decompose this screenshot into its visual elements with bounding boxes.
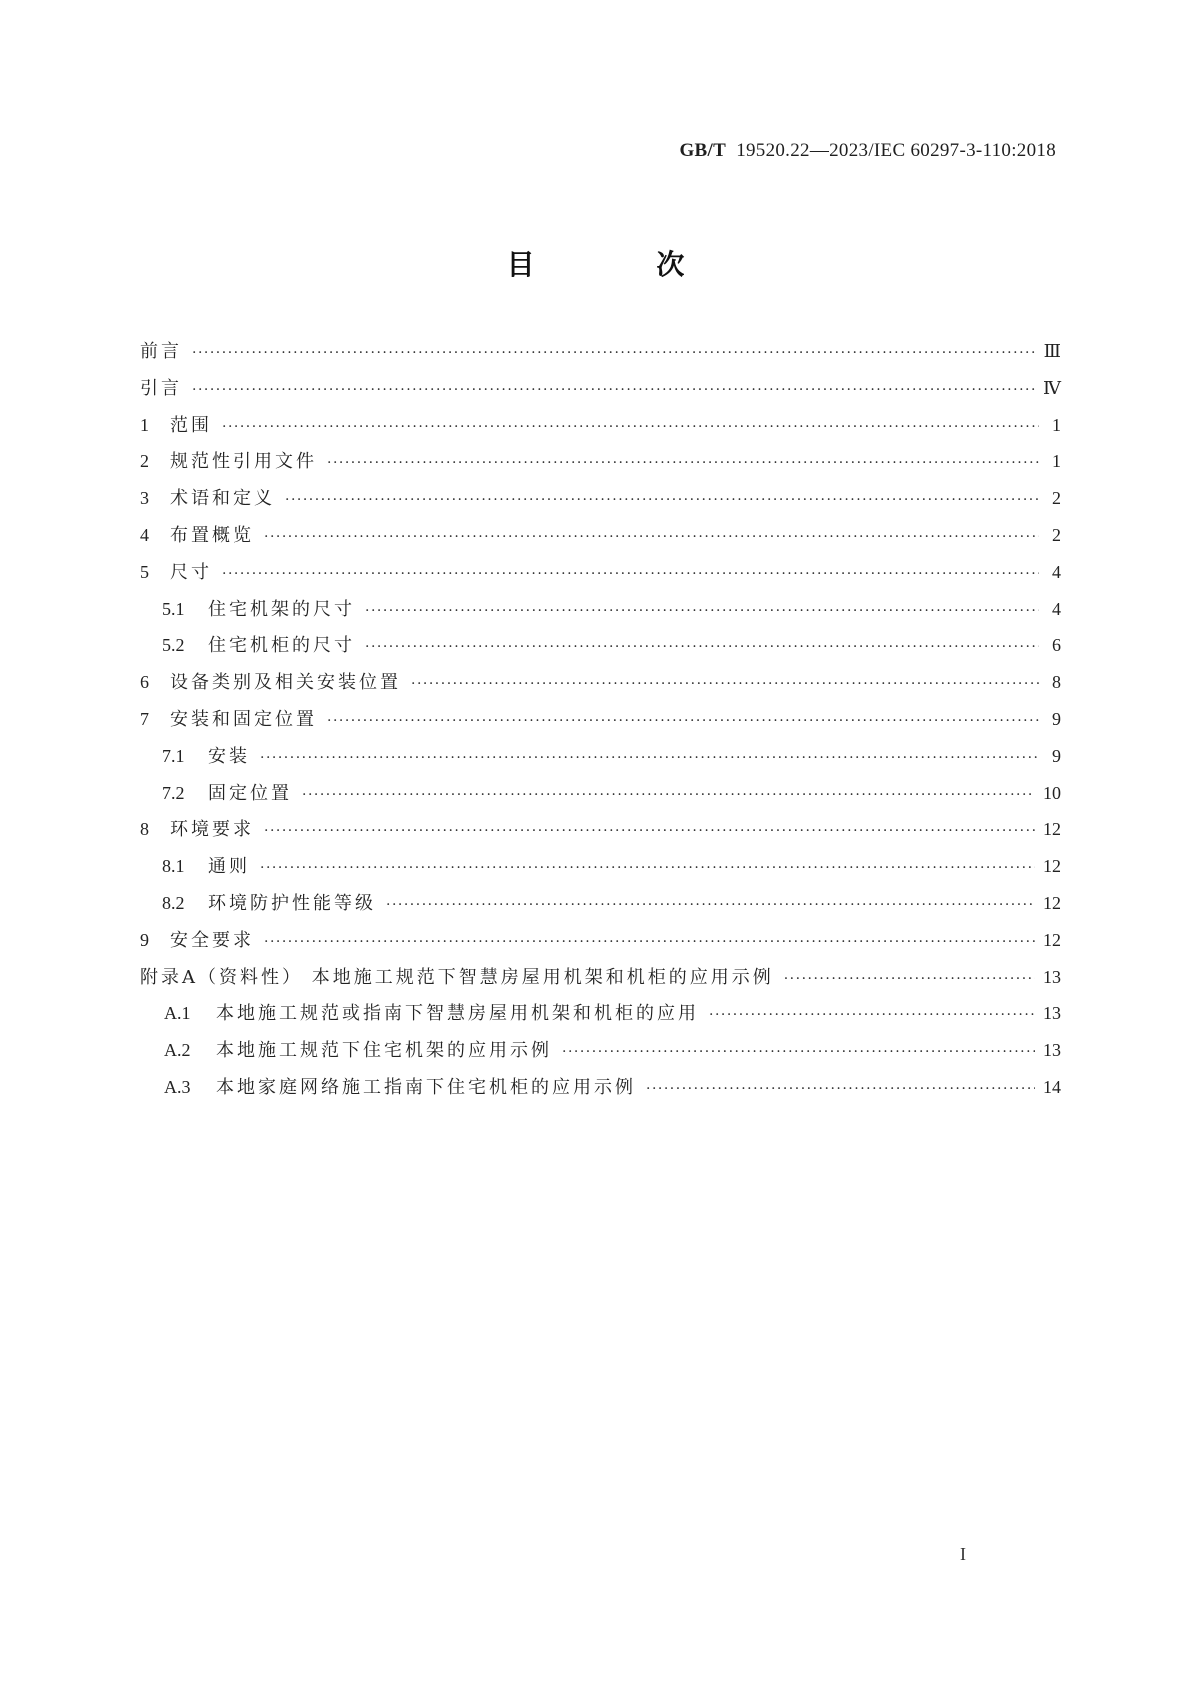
toc-entry-label: 引言 — [140, 377, 182, 399]
toc-entry-number: 7.1 — [162, 745, 185, 766]
toc-entry[interactable] — [140, 1076, 1061, 1113]
toc-entry-number: A.3 — [164, 1076, 191, 1097]
page-number: I — [960, 1544, 966, 1564]
toc-dot-leader — [327, 710, 1039, 732]
toc-entry-number: 8.1 — [162, 856, 185, 877]
toc-entry[interactable] — [140, 929, 1061, 966]
toc-entry[interactable] — [140, 782, 1061, 819]
toc-dot-leader — [285, 489, 1039, 511]
toc-dot-leader — [192, 342, 1036, 364]
toc-entry[interactable] — [140, 818, 1061, 855]
toc-dot-leader — [264, 931, 1035, 953]
toc-entry-label: 术语和定义 — [170, 488, 275, 510]
toc-entry[interactable] — [140, 745, 1061, 782]
toc-entry-page: 13 — [1043, 1040, 1061, 1061]
toc-entry[interactable] — [140, 487, 1061, 524]
toc-entry[interactable] — [140, 855, 1061, 892]
toc-entry-number: 8 — [140, 819, 149, 840]
toc-dot-leader — [386, 894, 1035, 916]
toc-entry[interactable] — [140, 1039, 1061, 1076]
toc-entry-page: 10 — [1043, 782, 1061, 803]
document-header — [679, 140, 1056, 162]
toc-entry-label: 范围 — [170, 414, 212, 436]
toc-entry[interactable] — [140, 1002, 1061, 1039]
toc-entry-label: 本地施工规范或指南下智慧房屋用机架和机柜的应用 — [216, 1003, 699, 1025]
toc-entry[interactable] — [140, 598, 1061, 635]
toc-entry-label: 前言 — [140, 341, 182, 362]
toc-dot-leader — [264, 820, 1035, 842]
toc-entry-page: 6 — [1052, 635, 1061, 656]
toc-entry-label: 安装 — [208, 745, 250, 767]
page-title: 目 次 — [506, 248, 741, 281]
toc-entry-number: 7 — [140, 708, 149, 729]
toc-entry-number: 2 — [140, 451, 149, 472]
toc-entry-label: 本地家庭网络施工指南下住宅机柜的应用示例 — [216, 1076, 636, 1098]
toc-entry-page: 2 — [1052, 488, 1061, 509]
toc-dot-leader — [646, 1078, 1035, 1100]
toc-dot-leader — [365, 636, 1039, 658]
toc-entry-label: 安全要求 — [170, 929, 254, 951]
toc-dot-leader — [411, 673, 1039, 695]
toc-entry-number: 5.2 — [162, 635, 185, 656]
toc-entry-label: 尺寸 — [170, 561, 212, 583]
toc-entry[interactable] — [140, 708, 1061, 745]
toc-entry[interactable] — [140, 892, 1061, 929]
toc-entry[interactable] — [140, 377, 1061, 414]
toc-entry-number: 3 — [140, 488, 149, 509]
toc-entry[interactable] — [140, 414, 1061, 451]
toc-entry-page: Ⅳ — [1043, 377, 1061, 398]
toc-entry-number: 5.1 — [162, 598, 185, 619]
toc-entry-label: 附录A（资料性） 本地施工规范下智慧房屋用机架和机柜的应用示例 — [140, 966, 774, 988]
toc-entry[interactable] — [140, 450, 1061, 487]
toc-entry-label: 设备类别及相关安装位置 — [170, 672, 401, 694]
toc-entry-label: 规范性引用文件 — [170, 451, 317, 473]
toc-dot-leader — [302, 784, 1035, 806]
toc-dot-leader — [260, 857, 1035, 879]
toc-entry-page: 12 — [1043, 892, 1061, 913]
toc-entry-label: 布置概览 — [170, 524, 254, 546]
toc-dot-leader — [192, 379, 1035, 401]
toc-entry-number: A.2 — [164, 1040, 191, 1061]
toc-dot-leader — [784, 968, 1035, 990]
toc-entry-page: 13 — [1043, 1003, 1061, 1024]
toc-entry-page: 4 — [1052, 598, 1061, 619]
toc-entry-label: 固定位置 — [208, 782, 292, 804]
toc-entry-page: 12 — [1043, 819, 1061, 840]
toc-entry-label: 住宅机柜的尺寸 — [208, 635, 355, 657]
toc-entry-label: 住宅机架的尺寸 — [208, 598, 355, 620]
toc-entry-number: A.1 — [164, 1003, 191, 1024]
toc-dot-leader — [260, 747, 1039, 769]
toc-entry-label: 环境防护性能等级 — [208, 892, 376, 914]
toc-entry-label: 本地施工规范下住宅机架的应用示例 — [216, 1040, 552, 1062]
toc-entry-page: 13 — [1043, 966, 1061, 987]
toc-entry-page: 4 — [1052, 561, 1061, 582]
toc-entry-number: 6 — [140, 672, 149, 693]
toc-entry-page: 14 — [1043, 1076, 1061, 1097]
toc-dot-leader — [709, 1004, 1035, 1026]
toc-entry-page: Ⅲ — [1043, 341, 1061, 361]
toc-dot-leader — [327, 452, 1039, 474]
toc-entry-page: 1 — [1052, 414, 1061, 435]
toc-entry-page: 8 — [1052, 672, 1061, 693]
toc-entry-page: 1 — [1052, 451, 1061, 472]
toc-entry-number: 7.2 — [162, 782, 185, 803]
toc-entry[interactable] — [140, 340, 1061, 377]
toc-entry-number: 9 — [140, 929, 149, 950]
standard-code: 19520.22—2023/IEC 60297-3-110:2018 — [736, 140, 1056, 161]
toc-entry[interactable] — [140, 561, 1061, 598]
toc-entry-page: 12 — [1043, 929, 1061, 950]
toc-entry[interactable] — [140, 966, 1061, 1003]
toc-dot-leader — [264, 526, 1039, 548]
toc-entry-number: 4 — [140, 524, 149, 545]
toc-entry-page: 9 — [1052, 708, 1061, 729]
toc-entry-page: 2 — [1052, 524, 1061, 545]
toc-entry-label: 通则 — [208, 856, 250, 878]
toc-entry-number: 8.2 — [162, 892, 185, 913]
toc-entry-page: 12 — [1043, 856, 1061, 877]
toc-entry[interactable] — [140, 634, 1061, 671]
toc-entry-page: 9 — [1052, 745, 1061, 766]
toc-entry[interactable] — [140, 524, 1061, 561]
toc-entry-label: 安装和固定位置 — [170, 708, 317, 730]
toc-entry-number: 1 — [140, 414, 149, 435]
toc-entry-label: 环境要求 — [170, 819, 254, 841]
table-of-contents — [140, 340, 1061, 1113]
standard-code-prefix: GB/T — [679, 140, 727, 161]
toc-dot-leader — [562, 1041, 1035, 1063]
toc-dot-leader — [222, 416, 1039, 438]
toc-dot-leader — [222, 563, 1039, 585]
toc-entry[interactable] — [140, 671, 1061, 708]
toc-entry-number: 5 — [140, 561, 149, 582]
toc-dot-leader — [365, 600, 1039, 622]
